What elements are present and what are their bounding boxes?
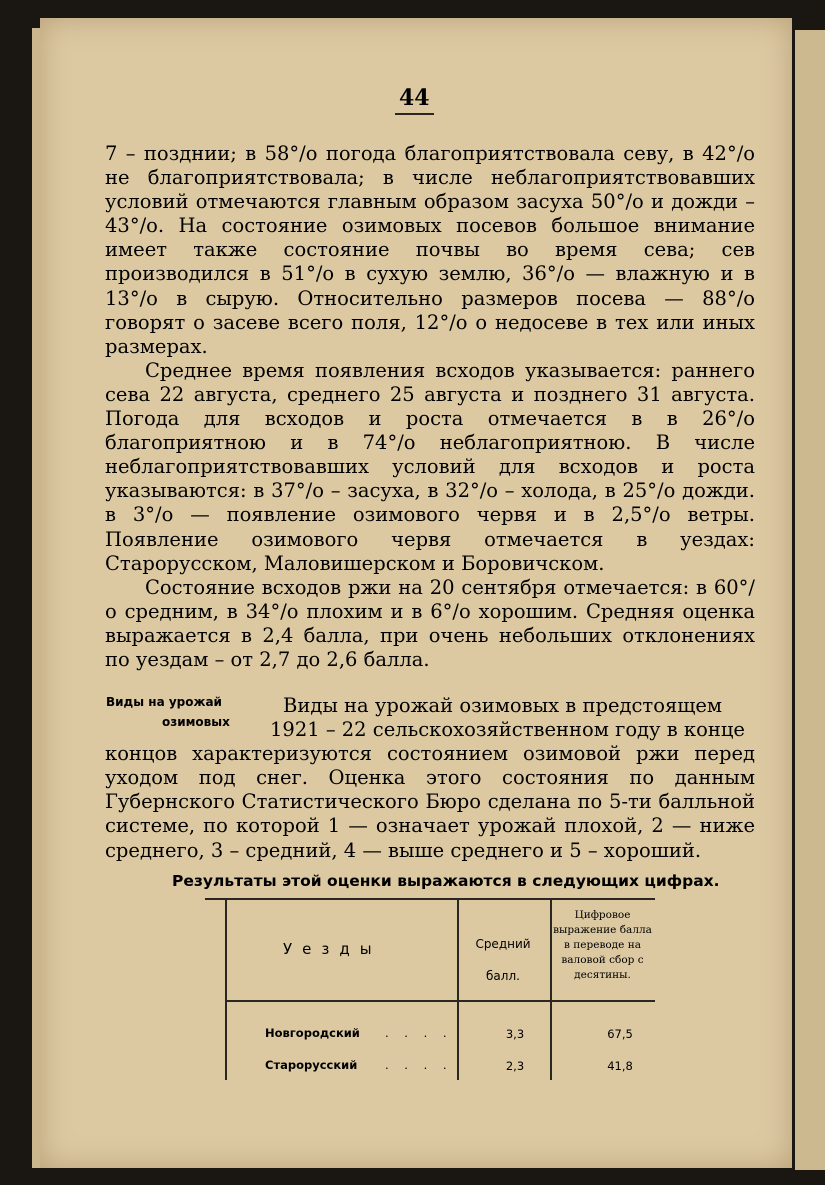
row-average: 2,3 xyxy=(505,1059,525,1073)
margin-note-line-2: озимовых xyxy=(162,715,230,729)
header-digital-expression: Цифровое выражение балла в переводе на валовой сбор с десятины. xyxy=(553,909,652,981)
section-text xyxy=(105,694,755,863)
row-value: 67,5 xyxy=(607,1027,633,1041)
row-average: 3,3 xyxy=(505,1027,525,1041)
section-line-1: Виды на урожай озимовых в предстоящем xyxy=(283,694,723,717)
margin-note-line-1: Виды на урожай xyxy=(106,695,222,709)
paragraph-3: Состояние всходов ржи на 20 сентября отмечается: в 60°/о средним, в 34°/о плохим и в 6°/о хорошим. Средняя оценка выражается в 2,4 балла, при очень небольших отклонениях по уездам – от 2,7 до 2,6 балла. xyxy=(105,575,755,671)
results-table xyxy=(205,898,655,1080)
header-uezdy: Уезды xyxy=(283,940,382,958)
table-row xyxy=(225,1052,655,1078)
table-header-rule xyxy=(225,1000,655,1002)
page-number: 44 xyxy=(395,85,434,115)
header-average-line-2: балл. xyxy=(486,969,520,983)
row-dots: . . . . xyxy=(385,1058,453,1072)
section-rest: концов характеризуются состоянием озимовой ржи перед уходом под снег. Оценка этого состояния по данным Губернского Статистического Бюро сделана по 5-ти балльной системе, по которой 1 — означает урожай плохой, 2 — ниже среднего, 3 – средний, 4 — выше среднего и 5 – хороший. xyxy=(105,742,755,862)
paragraph-1: 7 – позднии; в 58°/о погода благоприятствовала севу, в 42°/о не благоприятствовала; в числе неблагоприятствовавших условий отмечаются главным образом засуха 50°/о и дожди – 43°/о. На состояние озимовых посевов большое внимание имеет также состояние почвы во время сева; сев производился в 51°/о в сухую землю, 36°/о — влажную и в 13°/о в сырую. Относительно размеров посева — 88°/о говорят о засеве всего поля, 12°/о о недосеве в тех или иных размерах. xyxy=(105,142,755,358)
header-average xyxy=(463,928,543,992)
paragraph-2: Среднее время появления всходов указывается: раннего сева 22 августа, среднего 25 августа и позднего 31 августа. Погода для всходов и роста отмечается в в 26°/о благоприятною и в 74°/о неблагоприятною. В числе неблагоприятствовавших условий для всходов и роста указываются: в 37°/о – засуха, в 32°/о – холода, в 25°/о дожди. в 3°/о — появление озимового червя и в 2,5°/о ветры. Появление озимового червя отмечается в уездах: Старорусском, Маловишерском и Боровичском. xyxy=(105,358,755,575)
table-row xyxy=(225,1020,655,1046)
adjacent-page-strip xyxy=(795,30,825,1170)
row-name: Новгородский xyxy=(265,1026,360,1040)
body-text xyxy=(105,142,755,672)
section-line-2: 1921 – 22 сельскохозяйственном году в конце xyxy=(270,718,745,742)
row-dots: . . . . xyxy=(385,1026,453,1040)
row-name: Старорусский xyxy=(265,1058,358,1072)
table-caption: Результаты этой оценки выражаются в следующих цифрах. xyxy=(172,872,720,890)
row-value: 41,8 xyxy=(607,1059,633,1073)
header-average-line-1: Средний xyxy=(475,937,531,951)
